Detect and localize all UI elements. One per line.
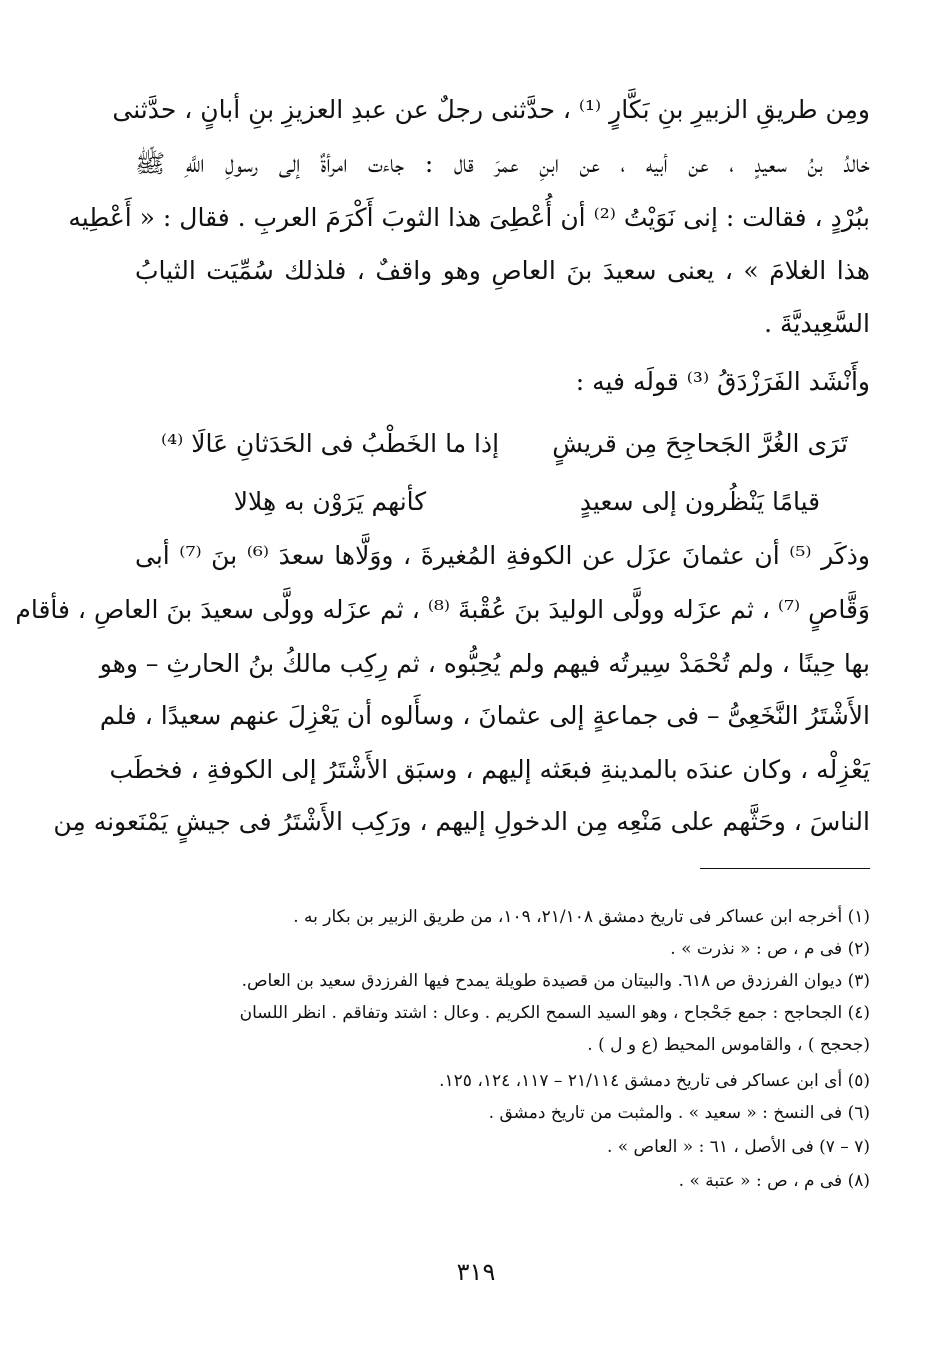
verse-second-hemistich: إذا ما الخَطْبُ فى الحَدَثانِ عَالَا ⁽⁴⁾ [160, 429, 500, 458]
footnote: (٢) فى م ، ص : « نذرت » . [670, 939, 870, 959]
verse-second-hemistich: كأنهم يَرَوْن به هِلالا [233, 487, 427, 516]
text-line: يَعْزِلْه ، وكان عندَه بالمدينةِ فبعَثه إليهم ، وسبَق الأَشْتَرُ إلى الكوفةِ ، فخطَب [109, 755, 870, 784]
footnote-divider [700, 868, 870, 869]
footnote: (جحجح ) ، والقاموس المحيط (ع و ل ) . [587, 1035, 870, 1055]
text-line: الأَشْتَرُ النَّخَعِىُّ – فى جماعةٍ إلى عثمانَ ، وسأَلوه أن يَعْزِلَ عنهم سعيدًا ، فلم [99, 701, 870, 730]
text-line: الناسَ ، وحَثَّهم على مَنْعِه مِن الدخولِ إليهم ، ورَكِب الأَشْتَرُ فى جيشٍ يَمْنَعونه مِن [53, 807, 870, 836]
text-line: ببُرْدٍ ، فقالت : إنى نَوَيْتُ ⁽²⁾ أن أُعْطِىَ هذا الثوبَ أَكْرَمَ العربِ . فقال : « أَعْطِيه [68, 203, 870, 232]
footnote: (٨) فى م ، ص : « عتبة » . [678, 1171, 870, 1191]
page-number: ٣١٩ [456, 1258, 496, 1286]
footnote: (٤) الجحاجح : جمع جَحْجاح ، وهو السيد السمح الكريم . وعال : اشتد وتفاقم . انظر اللسان [239, 1003, 870, 1023]
text-line: خالدُ بنُ سعيدٍ ، عن أبيه ، عن ابنِ عمرَ قال : جاءت امرأةٌ إلى رسولِ اللَّهِ ﷺ [135, 149, 870, 178]
text-line: وأَنْشَد الفَرَزْدَقُ ⁽³⁾ قولَه فيه : [575, 367, 870, 396]
footnote: (٣) ديوان الفرزدق ص ٦١٨. والبيتان من قصيدة طويلة يمدح فيها الفرزدق سعيد بن العاص. [241, 971, 870, 991]
verse-first-hemistich: قيامًا يَنْظُرون إلى سعيدٍ [579, 487, 821, 516]
verse-line [135, 418, 870, 470]
verse-line [135, 476, 870, 528]
text-line: السَّعِيديَّةَ . [764, 309, 870, 338]
footnote: (١) أخرجه ابن عساكر فى تاريخ دمشق ٢١/١٠٨، ١٠٩، من طريق الزبير بن بكار به . [293, 907, 870, 927]
footnote: (٧ – ٧) فى الأصل ، ٦١ : « العاص » . [606, 1137, 870, 1157]
text-line: وذكَر ⁽⁵⁾ أن عثمانَ عزَل عن الكوفةِ المُغيرةَ ، ووَلَّاها سعدَ ⁽⁶⁾ بنَ ⁽⁷⁾ أبى [135, 541, 870, 570]
text-line: وَقَّاصٍ ⁽⁷⁾ ، ثم عزَله وولَّى الوليدَ بنَ عُقْبةَ ⁽⁸⁾ ، ثم عزَله وولَّى سعيدَ بنَ العاصِ ، فأقام [15, 595, 870, 624]
text-line: ومِن طريقِ الزبيرِ بنِ بَكَّارٍ ⁽¹⁾ ، حدَّثنى رجلٌ عن عبدِ العزيزِ بنِ أبانٍ ، حدَّثنى [112, 95, 870, 124]
text-line: هذا الغلامَ » ، يعنى سعيدَ بنَ العاصِ وهو واقفٌ ، فلذلك سُمِّيَت الثيابُ [135, 256, 870, 285]
footnote: (٦) فى النسخ : « سعيد » . والمثبت من تاريخ دمشق . [488, 1103, 870, 1123]
footnote: (٥) أى ابن عساكر فى تاريخ دمشق ٢١/١١٤ – ١١٧، ١٢٤، ١٢٥. [439, 1071, 870, 1091]
text-line: بها حِينًا ، ولم تُحْمَدْ سِيرتُه فيهم ولم يُحِبُّوه ، ثم رِكِب مالكُ بنُ الحارثِ – وهو [99, 649, 870, 678]
verse-first-hemistich: تَرَى الغُرَّ الجَحاجِحَ مِن قريشٍ [552, 429, 848, 458]
